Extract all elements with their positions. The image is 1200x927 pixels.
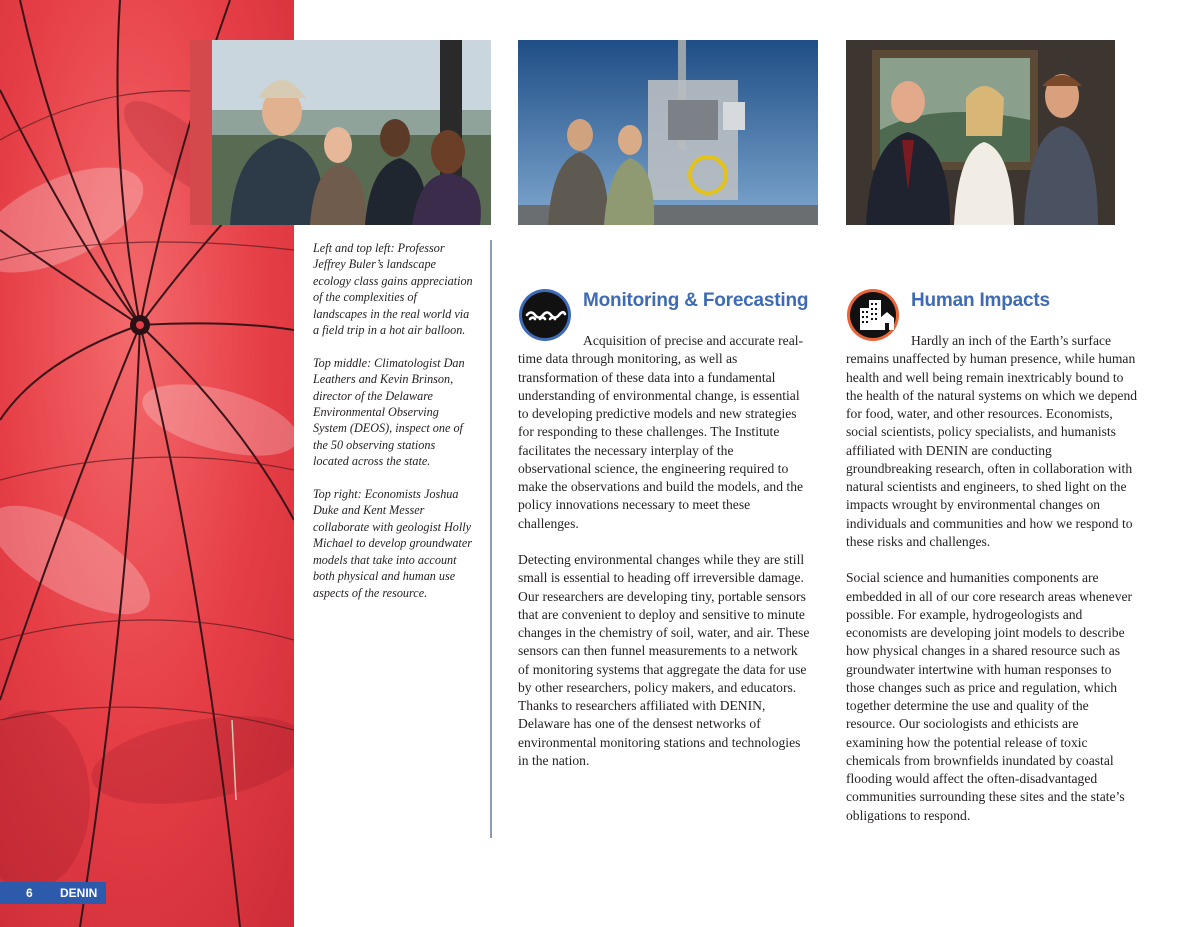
human-impacts-body (846, 332, 1138, 843)
monitoring-paragraph: Detecting environmental changes while they are still small is essential to heading off irreversible damage. Our researchers are developing tiny, portable sensors that are convenient to deploy and sensitive to minute changes in the chemistry of soil, water, and air. These sensors can then funnel measurements to a network of monitoring systems that aggregate the data for use by other researchers, policy makers, and educators. Thanks to researchers affiliated with DENIN, Delaware has one of the densest networks of environmental monitoring stations and technologies in the nation. (518, 552, 810, 768)
footer-label: DENIN (60, 886, 98, 900)
page-footer-tab (0, 882, 106, 904)
caption-middle: Top middle: Climatologist Dan Leathers and Kevin Brinson, director of the Delaware Environmental Observing System (DEOS), inspect one of the 50 observing stations located across the state. (313, 355, 465, 469)
monitoring-title: Monitoring & Forecasting (583, 290, 809, 311)
page-number: 6 (26, 886, 33, 900)
human-impacts-paragraph: Hardly an inch of the Earth’s surface remains unaffected by human presence, while human health and well being remain inextricably bound to the health of the natural systems on which we depend for food, water, and other resources. Economists, social scientists, policy specialists, and humanists affiliated with DENIN are conducting groundbreaking research, often in collaboration with natural scientists and engineers, to shed light on the impacts wrought by environmental changes on individuals and communities and how we respond to these risks and challenges. (846, 333, 1138, 549)
monitoring-body (518, 332, 810, 788)
column-divider (490, 240, 492, 838)
caption-left: Left and top left: Professor Jeffrey Buler’s landscape ecology class gains appreciation of the complexities of landscapes in the real world via a field trip in a hot air balloon. (313, 241, 473, 338)
caption-right: Top right: Economists Joshua Duke and Kent Messer collaborate with geologist Holly Michael to develop groundwater models that take into account both physical and human use aspects of the resource. (313, 487, 472, 600)
observing-station-photo (518, 40, 818, 225)
balloon-class-photo (190, 40, 491, 225)
photo-captions (313, 240, 473, 617)
monitoring-paragraph: Acquisition of precise and accurate real-time data through monitoring, as well as transformation of these data into a fundamental understanding of environmental change, is essential to developing predictive models and new strategies for responding to these challenges. The Institute facilitates the necessary interplay of the observational science, the engineering required to make the observations and build the models, and the policy innovations necessary to meet these challenges. (518, 333, 804, 531)
human-impacts-paragraph: Social science and humanities components are embedded in all of our core research areas whenever possible. For example, hydrogeologists and economists are developing joint models to describe how physical changes in a shared resource such as groundwater intertwine with human responses to those changes such as price and regulation, which together determine the use and quality of the resource. Our sociologists and ethicists are examining how the potential release of toxic chemicals from brownfields inundated by coastal flooding would affect the often-disadvantaged communities surrounding these sites and the state’s obligations to respond. (846, 570, 1133, 823)
human-impacts-title: Human Impacts (911, 290, 1050, 311)
economists-photo (846, 40, 1115, 225)
